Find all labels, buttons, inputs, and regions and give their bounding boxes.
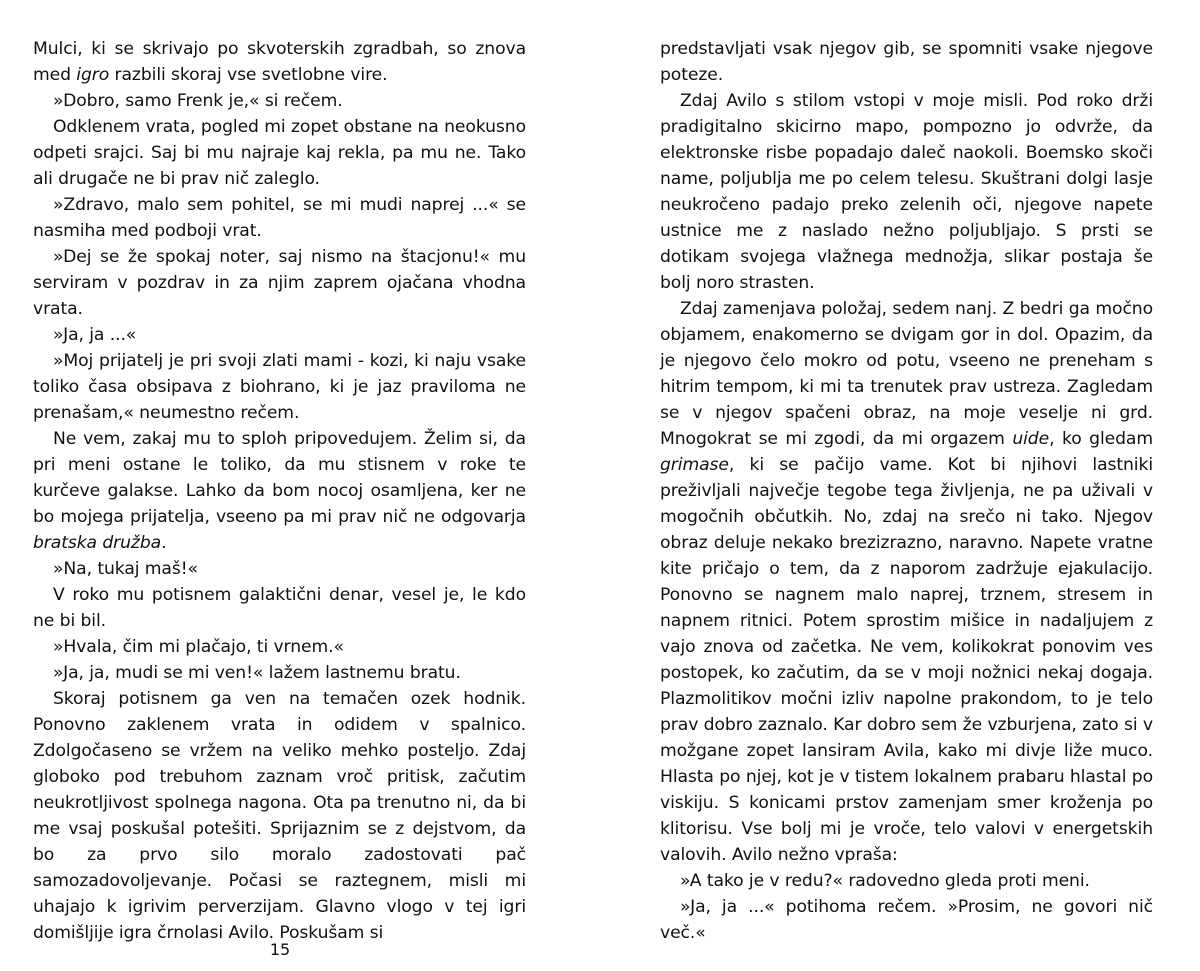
text-run: Zdaj zamenjava položaj, sedem nanj. Z bedri ga močno objamem, enakomerno se dvigam gor in dol. Opazim, da je njegovo čelo mokro od potu, vseeno ne preneham s hitrim tempom, ki mi ta trenutek prav ustreza. Zagledam se v njegov spačeni obraz, na moje veselje ni grd. Mnogokrat se mi zgodi, da mi orgazem	[660, 299, 1153, 449]
paragraph	[33, 244, 526, 322]
text-run: »Ja, ja ...« potihoma rečem. »Prosim, ne govori nič več.«	[660, 897, 1153, 943]
paragraph	[33, 88, 526, 114]
page-number: 15	[269, 940, 291, 959]
text-run: razbili skoraj vse svetlobne vire.	[109, 65, 388, 85]
text-run: .	[161, 533, 167, 553]
paragraph	[33, 582, 526, 634]
paragraph	[33, 634, 526, 660]
italic-text: bratska družba	[33, 533, 162, 553]
paragraph	[660, 36, 1153, 88]
right-column	[660, 36, 1153, 946]
text-run: Mulci, ki se skrivajo po skvoterskih zgradbah, so znova med	[33, 39, 526, 85]
paragraph	[33, 686, 526, 946]
paragraph	[660, 88, 1153, 296]
text-run: , ko gledam	[1049, 429, 1153, 449]
text-run: »Ja, ja, mudi se mi ven!« lažem lastnemu bratu.	[53, 663, 461, 683]
text-run: »Moj prijatelj je pri svoji zlati mami - kozi, ki naju vsake toliko časa obsipava z biohrano, ki je jaz praviloma ne prenašam,« neumestno rečem.	[33, 351, 526, 423]
text-run: Ne vem, zakaj mu to sploh pripovedujem. Želim si, da pri meni ostane le toliko, da mu stisnem v roke te kurčeve galakse. Lahko da bom nocoj osamljena, ker ne bo mojega prijatelja, vseeno pa mi prav nič ne odgovarja	[33, 429, 526, 527]
italic-text: grimase	[660, 455, 729, 475]
text-run: »Ja, ja ...«	[53, 325, 137, 345]
text-run: »Dobro, samo Frenk je,« si rečem.	[53, 91, 343, 111]
italic-text: igro	[76, 65, 110, 85]
italic-text: uide	[1012, 429, 1050, 449]
paragraph	[660, 296, 1153, 868]
text-run: »Dej se že spokaj noter, saj nismo na štacjonu!« mu serviram v pozdrav in za njim zaprem ojačana vhodna vrata.	[33, 247, 526, 319]
text-run: »Zdravo, malo sem pohitel, se mi mudi naprej ...« se nasmiha med podboji vrat.	[33, 195, 526, 241]
paragraph	[33, 192, 526, 244]
text-run: predstavljati vsak njegov gib, se spomniti vsake njegove poteze.	[660, 39, 1153, 85]
text-run: V roko mu potisnem galaktični denar, vesel je, le kdo ne bi bil.	[33, 585, 526, 631]
text-run: , ki se pačijo vame. Kot bi njihovi lastniki preživljali največje tegobe tega življenja, ne pa uživali v mogočnih občutkih. No, zdaj na srečo ni tako. Njegov obraz deluje nekako brezizrazno, naravno. Napete vratne kite pričajo o tem, da z naporom zadržuje ejakulacijo. Ponovno se nagnem malo naprej, trznem, stresem in napnem ritnici. Potem sprostim mišice in nadaljujem z vajo znova od začetka. Ne vem, kolikokrat ponovim ves postopek, ko začutim, da se v moji nožnici nekaj dogaja. Plazmolitikov močni izliv napolne prakondom, to je telo prav dobro zaznalo. Kar dobro sem že vzburjena, zato si v možgane zopet lansiram Avila, kako mi divje liže muco. Hlasta po njej, kot je v tistem lokalnem prabaru hlastal po viskiju. S konicami prstov zamenjam smer kroženja po klitorisu. Vse bolj mi je vroče, telo valovi v energetskih valovih. Avilo nežno vpraša:	[660, 455, 1153, 865]
paragraph	[660, 894, 1153, 946]
text-run: Zdaj Avilo s stilom vstopi v moje misli. Pod roko drži pradigitalno skicirno mapo, pompozno jo odvrže, da elektronske risbe popadajo daleč naokoli. Boemsko skoči name, poljublja me po celem telesu. Skuštrani dolgi lasje neukročeno padajo preko zelenih oči, njegove napete ustnice me z naslado nežno poljubljajo. S prsti se dotikam svojega vlažnega mednožja, slikar postaja še bolj noro strasten.	[660, 91, 1153, 293]
paragraph	[33, 114, 526, 192]
text-run: Odklenem vrata, pogled mi zopet obstane na neokusno odpeti srajci. Saj bi mu najraje kaj rekla, pa mu ne. Tako ali drugače ne bi prav nič zaleglo.	[33, 117, 526, 189]
text-run: »Na, tukaj maš!«	[53, 559, 198, 579]
paragraph	[33, 556, 526, 582]
paragraph	[33, 426, 526, 556]
paragraph	[33, 322, 526, 348]
paragraph	[33, 660, 526, 686]
paragraph	[660, 868, 1153, 894]
text-run: »Hvala, čim mi plačajo, ti vrnem.«	[53, 637, 344, 657]
text-run: Skoraj potisnem ga ven na temačen ozek hodnik. Ponovno zaklenem vrata in odidem v spalnico. Zdolgočaseno se vržem na veliko mehko posteljo. Zdaj globoko pod trebuhom zaznam vroč pritisk, začutim neukrotljivost spolnega nagona. Ota pa trenutno ni, da bi me vsaj poskušal potešiti. Sprijaznim se z dejstvom, da bo za prvo silo moralo zadostovati pač samozadovoljevanje. Počasi se raztegnem, misli mi uhajajo k igrivim perverzijam. Glavno vlogo v tej igri domišljije igra črnolasi Avilo. Poskušam si	[33, 689, 526, 943]
paragraph	[33, 36, 526, 88]
paragraph	[33, 348, 526, 426]
text-run: »A tako je v redu?« radovedno gleda proti meni.	[680, 871, 1090, 891]
left-column	[33, 36, 526, 946]
